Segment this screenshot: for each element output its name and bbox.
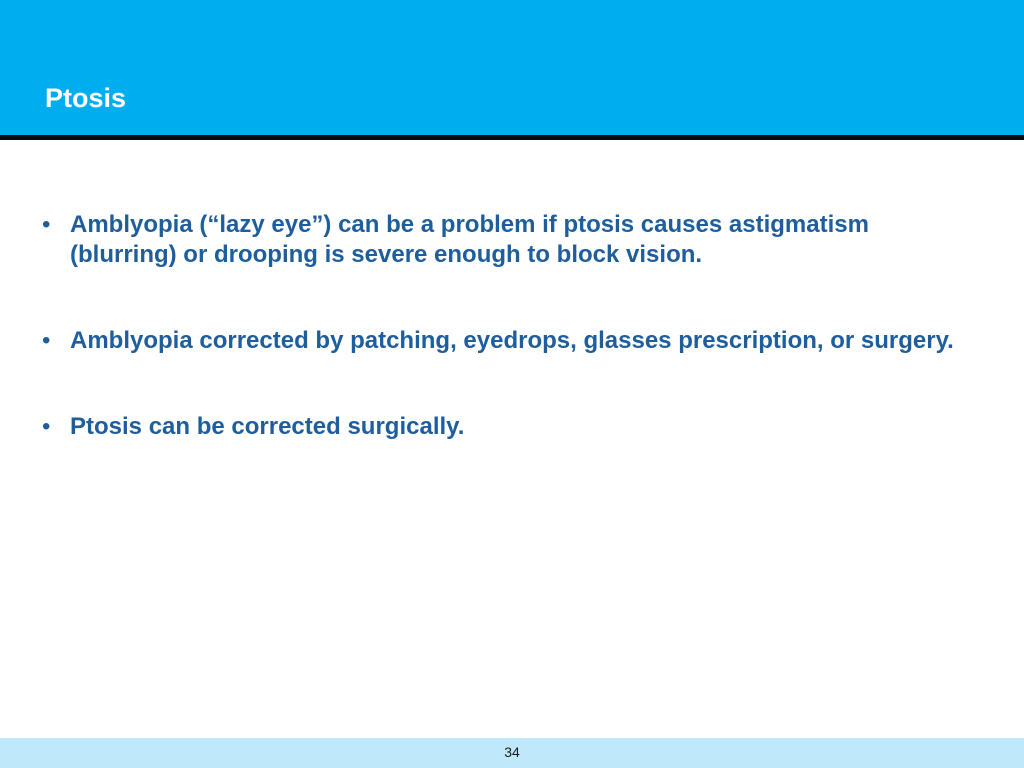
bullet-marker: • [42,211,51,238]
header-divider [0,135,1024,140]
footer-bar [0,738,1024,768]
bullet-marker: • [42,327,51,354]
page-number: 34 [504,744,520,760]
bullet-item [40,326,980,356]
bullet-text: Ptosis can be corrected surgically. [70,413,465,440]
bullet-text: Amblyopia corrected by patching, eyedrops, glasses prescription, or surgery. [70,327,954,354]
bullet-item [40,210,980,270]
slide-title: Ptosis [45,83,127,113]
bullet-marker: • [42,413,51,440]
bullet-item [40,412,980,442]
bullet-text: Amblyopia (“lazy eye”) can be a problem if ptosis causes astigmatism (blurring) or drooping is severe enough to block vision. [70,211,869,268]
title-bar [0,0,1024,135]
bullet-list [40,210,980,442]
